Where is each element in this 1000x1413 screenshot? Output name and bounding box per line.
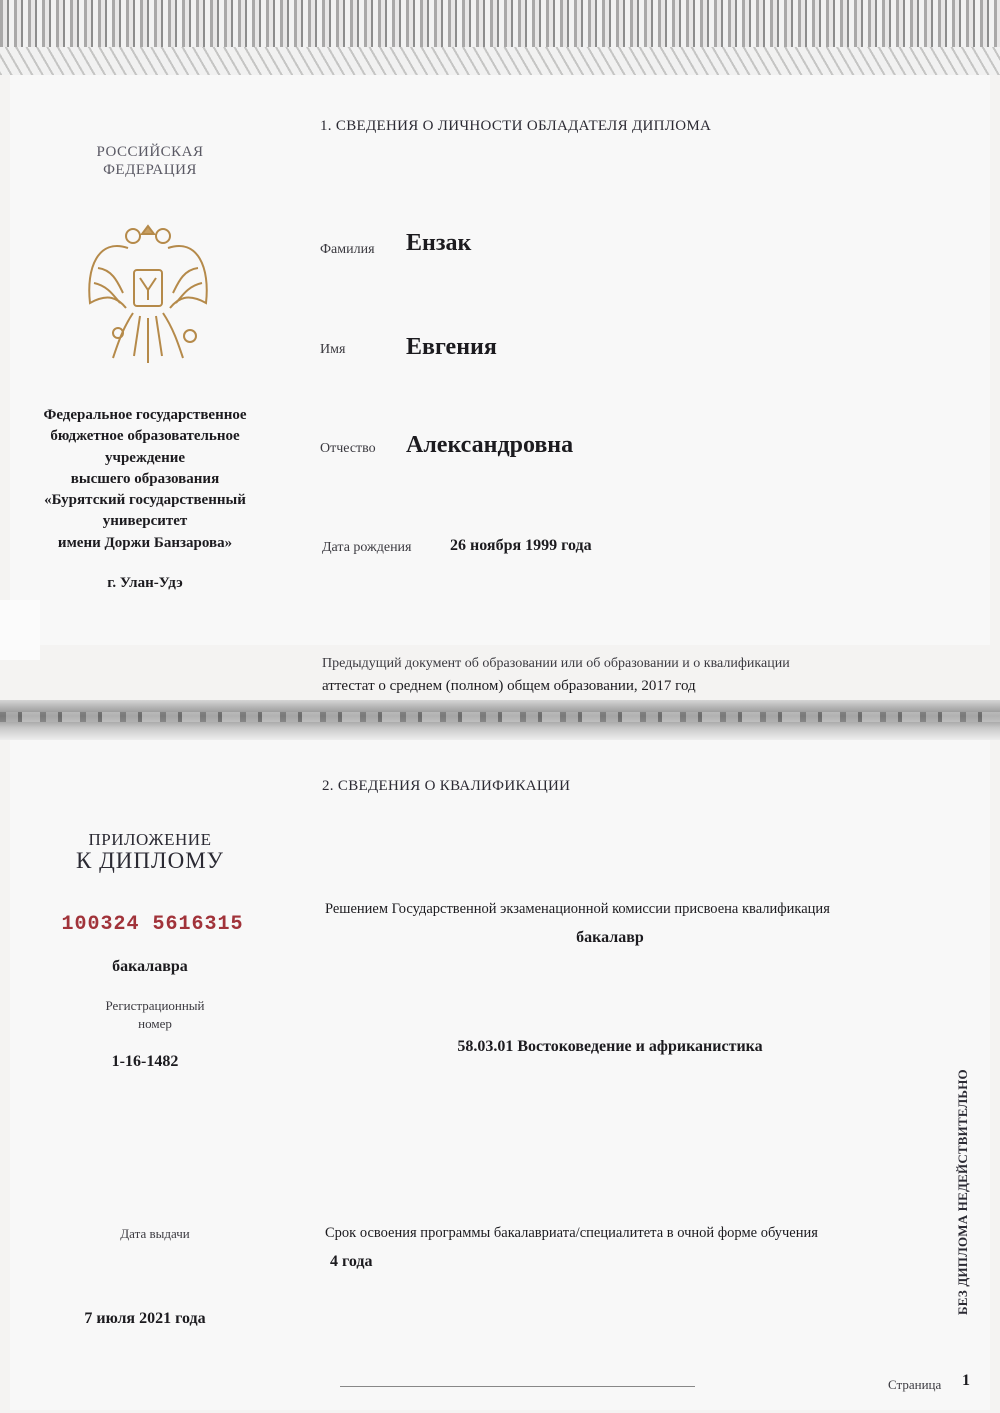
registration-number: 1-16-1482 xyxy=(111,1053,179,1070)
institution-line: высшего образования xyxy=(70,470,220,487)
specialty: 58.03.01 Востоковедение и африканистика xyxy=(457,1038,763,1055)
institution-line: Федеральное государственное xyxy=(43,407,247,423)
appendix-title-line1: ПРИЛОЖЕНИЕ xyxy=(88,830,212,849)
institution-line: бюджетное образовательное xyxy=(50,428,240,445)
section2-title: 2. СВЕДЕНИЯ О КВАЛИФИКАЦИИ xyxy=(322,778,571,794)
study-duration-label: Срок освоения программы бакалавриата/специалитета в очной форме обучения xyxy=(325,1225,818,1241)
institution-line: «Бурятский государственный xyxy=(44,492,246,509)
validity-note-vertical: БЕЗ ДИПЛОМА НЕДЕЙСТВИТЕЛЬНО xyxy=(955,1069,970,1315)
patronymic-label: Отчество xyxy=(320,441,376,456)
previous-document-value: аттестат о среднем (полном) общем образовании, 2017 год xyxy=(322,678,696,694)
torn-corner xyxy=(0,600,40,660)
qualification-decision: Решением Государственной экзаменационной комиссии присвоена квалификация xyxy=(325,901,830,917)
appendix-title-line2: К ДИПЛОМУ xyxy=(76,848,224,873)
institution-line: учреждение xyxy=(104,449,186,466)
surname-label: Фамилия xyxy=(320,242,375,257)
issue-date-label: Дата выдачи xyxy=(120,1226,190,1241)
name-value: Евгения xyxy=(406,334,497,360)
country-name: РОССИЙСКАЯ ФЕДЕРАЦИЯ xyxy=(96,144,204,178)
city: г. Улан-Удэ xyxy=(107,575,183,591)
patronymic-value: Александровна xyxy=(406,432,574,458)
footer-divider xyxy=(340,1386,695,1387)
registration-number-label: Регистрационный номер xyxy=(105,998,205,1031)
qualification-value: бакалавр xyxy=(576,929,644,946)
institution-line: университет xyxy=(102,513,188,530)
issue-date: 7 июля 2021 года xyxy=(84,1310,206,1327)
dob-value: 26 ноября 1999 года xyxy=(450,537,592,554)
surname-value: Ензак xyxy=(406,230,472,256)
institution-name xyxy=(20,405,270,554)
name-label: Имя xyxy=(320,342,346,357)
page-number: 1 xyxy=(962,1372,970,1389)
institution-line: имени Доржи Банзарова» xyxy=(57,534,233,551)
diploma-serial-number: 100324 5616315 xyxy=(61,913,244,936)
degree-level: бакалавра xyxy=(112,958,188,975)
dob-label: Дата рождения xyxy=(322,540,412,555)
top-decorative-band xyxy=(0,0,1000,75)
section1-title: 1. СВЕДЕНИЯ О ЛИЧНОСТИ ОБЛАДАТЕЛЯ ДИПЛОМА xyxy=(320,118,712,134)
page-label: Страница xyxy=(888,1377,942,1392)
fold-band xyxy=(0,700,1000,740)
study-duration-value: 4 года xyxy=(330,1253,373,1270)
previous-document-label: Предыдущий документ об образовании или об образовании и о квалификации xyxy=(322,656,790,671)
coat-of-arms-emblem xyxy=(78,208,218,368)
